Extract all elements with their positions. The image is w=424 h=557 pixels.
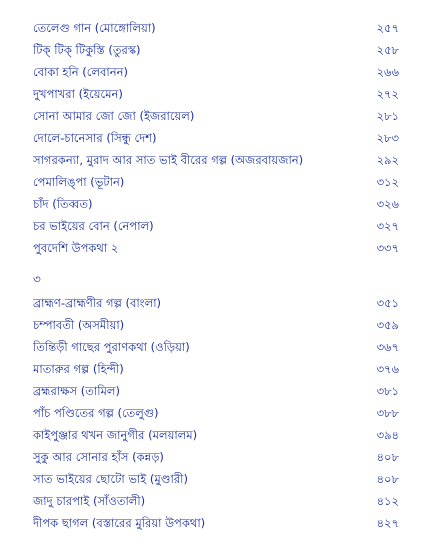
toc-entry-page: ৩৮৮ — [376, 406, 399, 420]
toc-entry-page: ২৬৬ — [376, 65, 399, 79]
toc-entry — [33, 337, 399, 357]
toc-entry — [33, 381, 399, 401]
toc-entry-page: ৪০৮ — [376, 472, 399, 486]
toc-entry-title: সোনা আমার জো জো (ইজরায়েল) — [33, 109, 195, 123]
toc-entry — [33, 194, 399, 214]
toc-entry-title: পেমালিঙ্পা (ভূটান) — [33, 175, 125, 189]
toc-entry-page: ৩৮১ — [376, 384, 399, 398]
toc-entry-title: তিন্তিড়ী গাছের পুরাণকথা (ওড়িয়া) — [33, 340, 190, 354]
toc-entry-page: ৪২৭ — [376, 516, 399, 530]
toc-entry-page: ৩৫১ — [376, 296, 399, 310]
toc-entry-page: ৩৭৬ — [376, 362, 399, 376]
toc-entry-page: ৩১২ — [376, 175, 399, 189]
toc-entry-title: মাতারুর গল্প (হিন্দী) — [33, 362, 124, 376]
toc-entry — [33, 128, 399, 148]
toc-entry-page: ৩৩৭ — [376, 241, 399, 255]
toc-entry-page: ৩২৭ — [376, 219, 399, 233]
toc-entry-page: ২৮১ — [376, 109, 399, 123]
toc-entry — [33, 150, 399, 170]
toc-entry-page: ২৮৩ — [376, 131, 399, 145]
toc-entry-title: সাগরকন্যা, মুরাদ আর সাত ভাই বীরের গল্প (অজরবায়জান) — [33, 153, 304, 167]
toc-entry-title: সাত ভাইয়ের ছোটো ভাই (মুণ্ডারী) — [33, 472, 188, 486]
toc-entry — [33, 447, 399, 467]
toc-entry — [33, 491, 399, 511]
toc-entry-title: পাঁচ পণ্ডিতের গল্প (তেলুগু) — [33, 406, 159, 420]
toc-entry — [33, 62, 399, 82]
toc-entry-title: ব্রহ্মরাক্ষস (তামিল) — [33, 384, 120, 398]
toc-entry-page: ২৯২ — [376, 153, 399, 167]
toc-entry-title: সুকু আর সোনার হাঁস (কন্নড়) — [33, 450, 164, 464]
toc-entry — [33, 238, 399, 258]
toc-entry-title: কাইপুঞ্জার থখন জানুগীর (মলয়ালম) — [33, 428, 198, 442]
toc-entry-title: দোলে-চানেসার (সিন্ধু দেশ) — [33, 131, 157, 145]
toc-entry — [33, 513, 399, 533]
toc-entry — [33, 403, 399, 423]
toc-entry-page: ২৫৭ — [376, 21, 399, 35]
toc-entry — [33, 216, 399, 236]
toc-entry-title: দুখপাখরা (ইয়েমেন) — [33, 87, 123, 101]
toc-entry-title: ব্রাহ্মণ-ব্রাহ্মণীর গল্প (বাংলা) — [33, 296, 162, 310]
toc-entry — [33, 469, 399, 489]
toc-entry — [33, 84, 399, 104]
toc-entry — [33, 425, 399, 445]
toc-entry-page: ৩২৬ — [376, 197, 399, 211]
toc-entry-title: দীপক ছাগল (বস্তারের মুরিয়া উপকথা) — [33, 516, 206, 530]
toc-entry-page: ৪১২ — [376, 494, 399, 508]
toc-entry — [33, 40, 399, 60]
toc-entry — [33, 106, 399, 126]
toc-entry-page: ৪০৮ — [376, 450, 399, 464]
toc-entry-title: বোকা হনি (লেবানন) — [33, 65, 128, 79]
toc-entry-title: টিক্ টিক্ টিকুস্তি (তুরস্ক) — [33, 43, 141, 57]
toc-entry-page: ২৫৮ — [376, 43, 399, 57]
toc-entry-page: ৩৯৪ — [376, 428, 399, 442]
toc-entry-page: ৩৬৭ — [376, 340, 399, 354]
toc-entry — [33, 359, 399, 379]
toc-entry-page: ২৭২ — [376, 87, 399, 101]
toc-entry-page: ৩৫৯ — [376, 318, 399, 332]
toc-entry-title: জাদু চারপাই (সাঁওতালী) — [33, 494, 146, 508]
toc-entry-title: তেলেগু গান (মোঙ্গোলিয়া) — [33, 21, 156, 35]
toc-entry — [33, 293, 399, 313]
toc-entry-title: চম্পাবতী (অসমীয়া) — [33, 318, 125, 332]
toc-entry — [33, 172, 399, 192]
section-number: ৩ — [33, 272, 41, 286]
toc-entry — [33, 315, 399, 335]
toc-entry-title: পুবদেশি উপকথা ২ — [33, 241, 119, 255]
toc-entry — [33, 18, 399, 38]
toc-entry-title: চাঁদ (তিব্বত) — [33, 197, 93, 211]
toc-entry-title: চর ভাইয়ের বোন (নেপাল) — [33, 219, 154, 233]
